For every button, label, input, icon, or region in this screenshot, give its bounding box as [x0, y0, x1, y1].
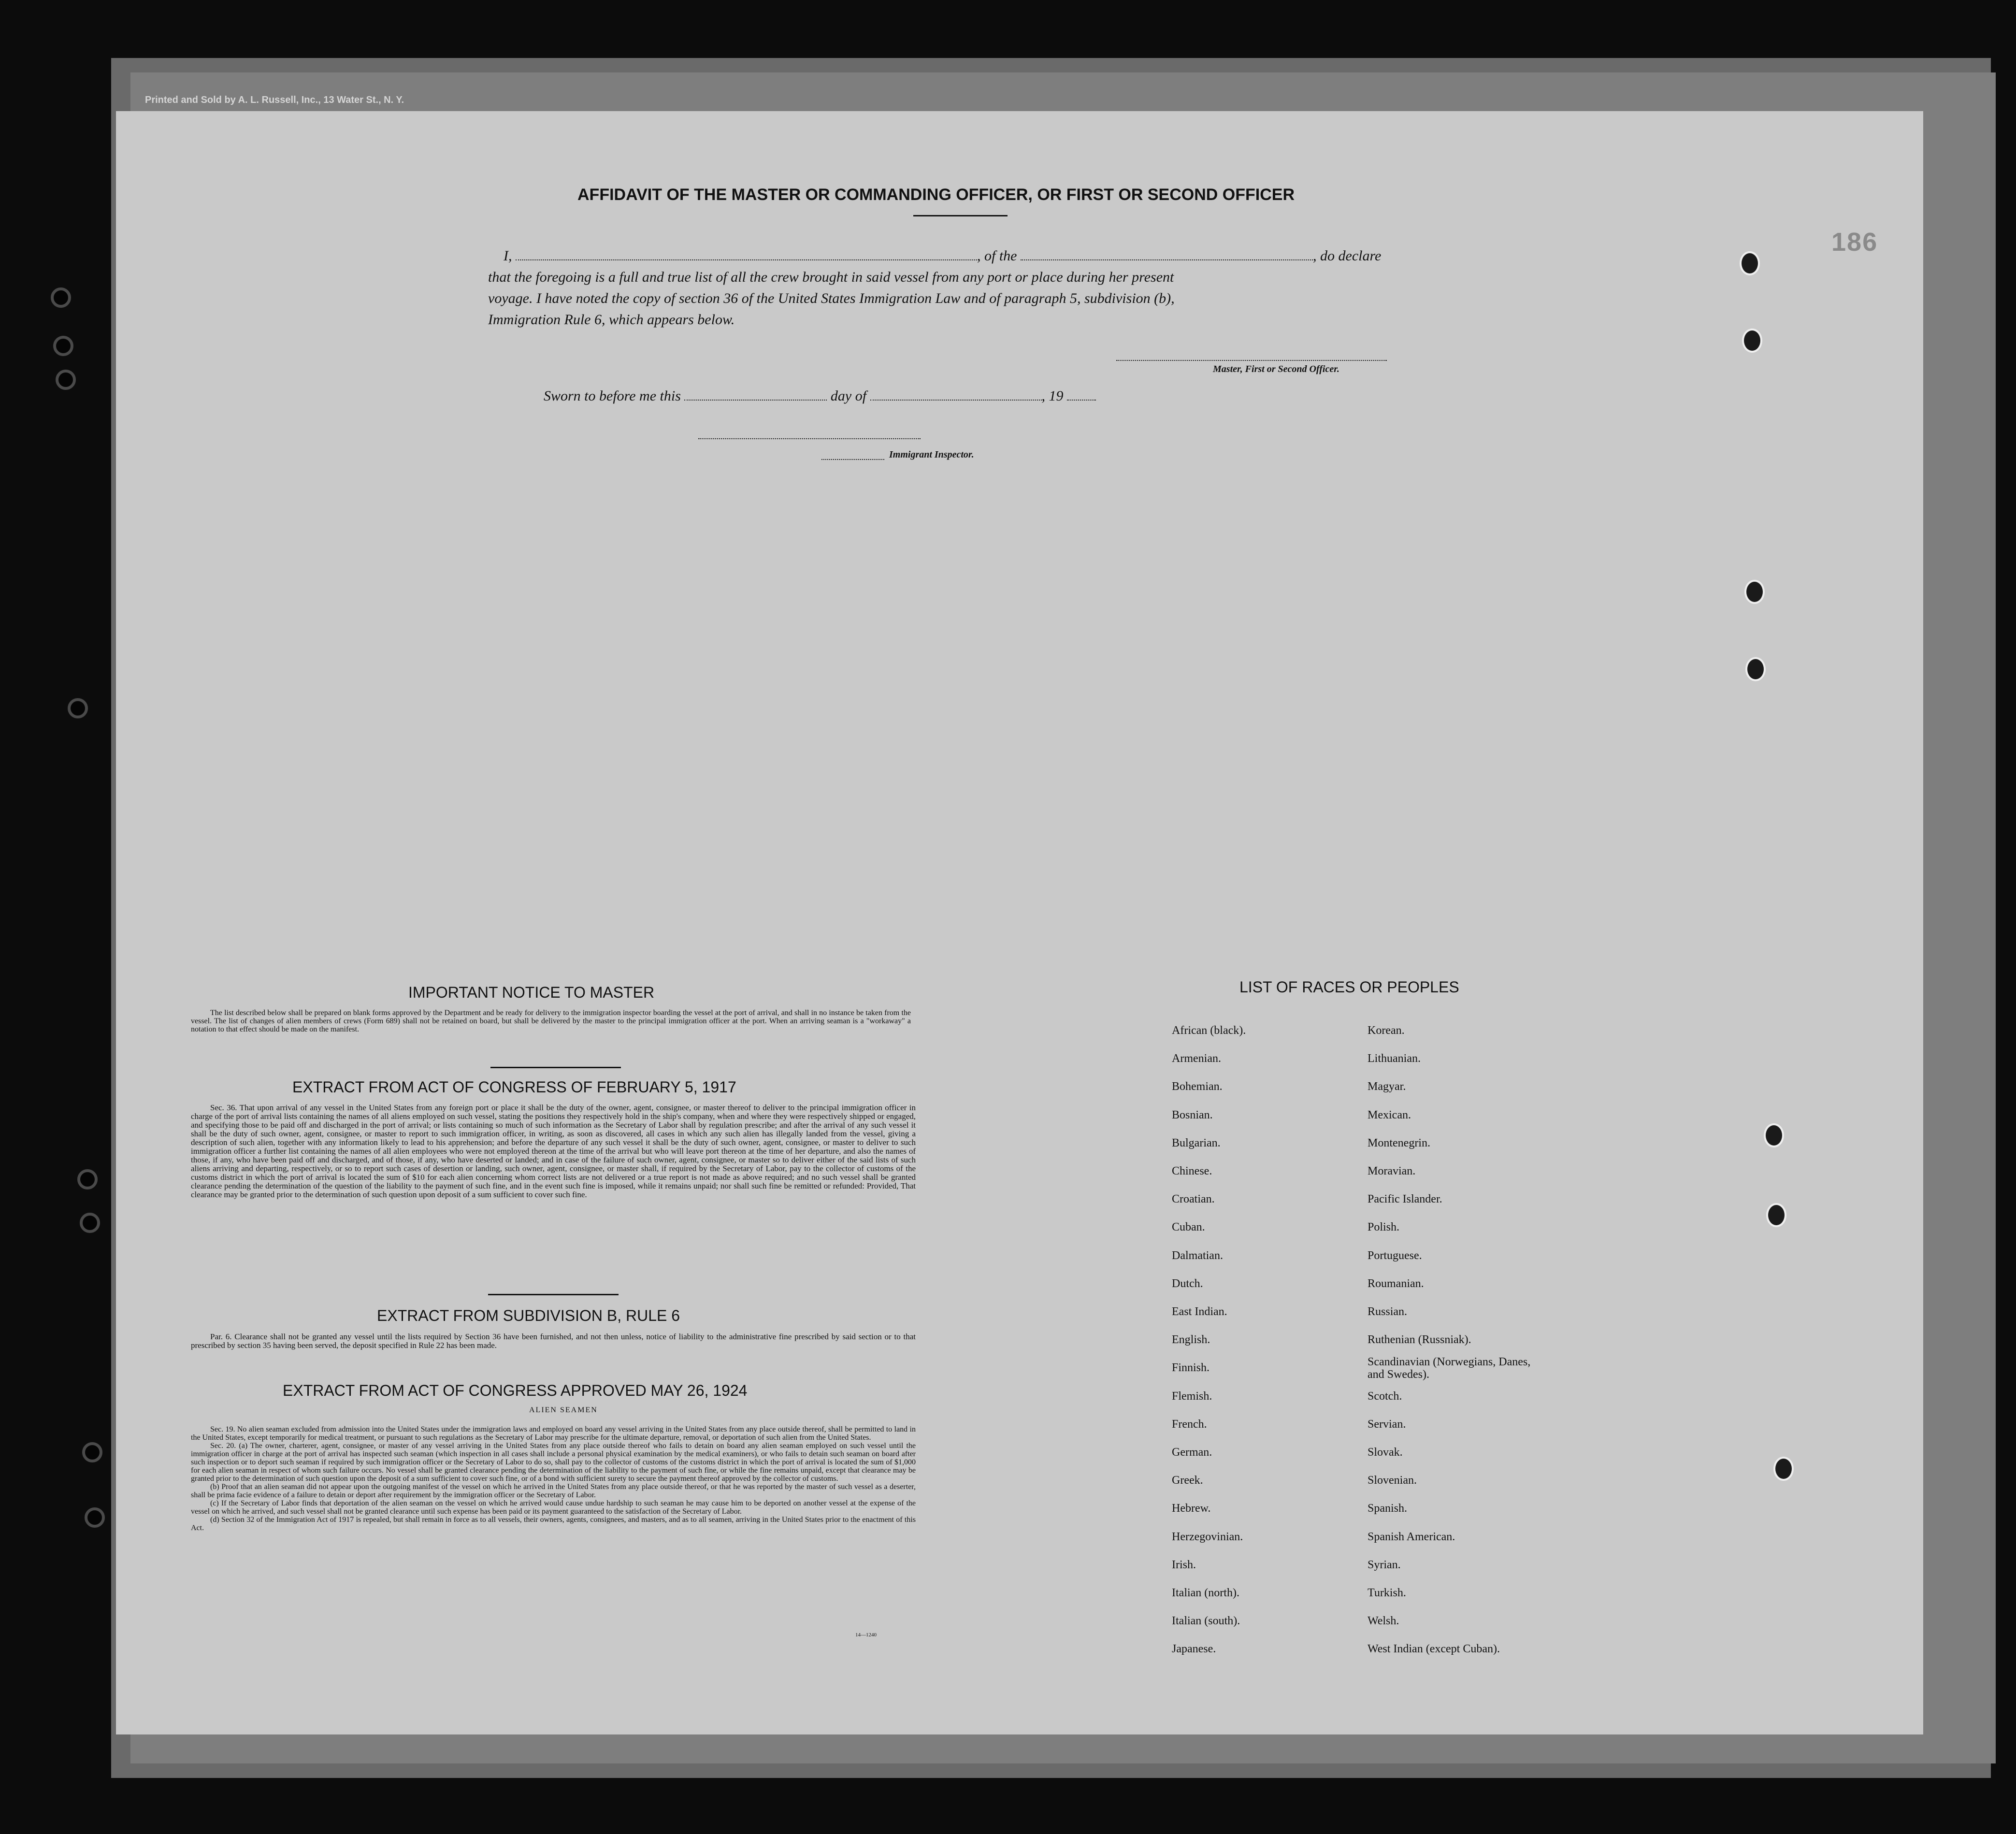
title-divider	[913, 215, 1008, 216]
notice-text	[191, 1009, 911, 1033]
section-20c-paragraph: (c) If the Secretary of Labor finds that deportation of the alien seaman on the vessel on which he arrived would cause undue hardship to such seaman he may cause him to be deported on another vessel at the expense of the vessel on which he arrived, and such vessel shall not be granted clearance until such expense has been paid or its payment guaranteed to the satisfaction of the Secretary of Labor.	[191, 1499, 916, 1516]
extract-1924-subtitle: ALIEN SEAMEN	[529, 1406, 598, 1414]
section-19-paragraph: Sec. 19. No alien seaman excluded from admission into the United States under the immigration laws and employed on board any vessel arriving in the United States from any place outside thereof, shall be permitted to land in the United States, except temporarily for medical treatment, or pursuant to such regulations as the Secretary of Labor may prescribe for the ultimate departure, removal, or deportation of such alien from the United States.	[191, 1425, 916, 1442]
race-item: Dutch.	[1172, 1277, 1203, 1290]
race-item: Flemish.	[1172, 1390, 1212, 1403]
sworn-day-of: day of	[830, 388, 867, 404]
inspector-signature-line[interactable]	[698, 438, 921, 439]
race-item: Slovenian.	[1368, 1474, 1417, 1487]
race-item: Chinese.	[1172, 1165, 1212, 1177]
sworn-month-field[interactable]	[870, 399, 1042, 401]
race-item: Scotch.	[1368, 1390, 1402, 1403]
form-number: 14—1240	[855, 1632, 877, 1638]
declaration-do-declare: , do declare	[1313, 248, 1382, 264]
race-item: French.	[1172, 1418, 1207, 1431]
punch-hole	[1740, 251, 1760, 275]
race-item: German.	[1172, 1446, 1212, 1459]
race-item: Korean.	[1368, 1024, 1405, 1037]
divider	[490, 1067, 621, 1068]
race-item: Finnish.	[1172, 1361, 1210, 1375]
declaration-line-3: voyage. I have noted the copy of section 36 of the United States Immigration Law and of paragraph 5, subdivision (b),	[488, 290, 1175, 306]
race-item: Italian (south).	[1172, 1615, 1240, 1628]
race-item: East Indian.	[1172, 1305, 1227, 1318]
extract-1917-text	[191, 1103, 916, 1199]
race-item: Croatian.	[1172, 1193, 1215, 1206]
race-item: Armenian.	[1172, 1052, 1221, 1065]
races-title: LIST OF RACES OR PEOPLES	[1239, 978, 1459, 996]
race-item: Irish.	[1172, 1558, 1196, 1571]
race-item: Greek.	[1172, 1474, 1203, 1487]
race-item: Russian.	[1368, 1305, 1408, 1318]
sworn-line	[544, 388, 1096, 404]
extract-rule6-title: EXTRACT FROM SUBDIVISION B, RULE 6	[377, 1307, 680, 1324]
section-20b-paragraph: (b) Proof that an alien seaman did not appear upon the outgoing manifest of the vessel on which he arrived in the United States from any place outside thereof, or that he was reported by the master of such vessel as a deserter, shall be prima facie evidence of a failure to detain or deport after requirement by the immigration officer or the Secretary of Labor.	[191, 1483, 916, 1499]
punch-hole	[1742, 329, 1762, 353]
punch-hole	[1766, 1203, 1786, 1227]
divider	[488, 1294, 619, 1295]
race-item: Montenegrin.	[1368, 1136, 1430, 1149]
extract-1924-title: EXTRACT FROM ACT OF CONGRESS APPROVED MAY 26, 1924	[283, 1382, 748, 1399]
master-name-field[interactable]	[516, 259, 977, 260]
sworn-year-field[interactable]	[1067, 399, 1096, 401]
race-item: Cuban.	[1172, 1221, 1205, 1234]
binder-hole	[82, 1442, 102, 1462]
printer-imprint: Printed and Sold by A. L. Russell, Inc., 13 Water St., N. Y.	[145, 95, 404, 105]
section-20a-paragraph: Sec. 20. (a) The owner, charterer, agent, consignee, or master of any vessel arriving in the United States from any place outside thereof who fails to detain on board any alien seaman employed on such vessel until the immigration officer in charge at the port of arrival has inspected such seaman (which inspection in all cases shall include a personal physical examination by the medical examiners), or who fails to detain such seaman on board after such inspection or to deport such seaman if required by such immigration officer or the Secretary of Labor to do so, shall pay to the collector of customs of the customs district in which the port of arrival is located the sum of $1,000 for each alien seaman in respect of whom such failure occurs. No vessel shall be granted clearance pending the determination of the liability to the payment of such fine, or while the fine remains unpaid, except that clearance may be granted prior to the determination of such question upon the deposit of a sum sufficient to cover such fine, or of a bond with sufficient surety to secure the payment thereof approved by the collector of customs.	[191, 1442, 916, 1483]
inspector-signature-label: Immigrant Inspector.	[889, 449, 974, 460]
race-item: Bosnian.	[1172, 1108, 1213, 1121]
sworn-day-field[interactable]	[684, 399, 827, 401]
binder-hole	[77, 1169, 98, 1189]
sworn-prefix: Sworn to before me this	[544, 388, 681, 404]
declaration-of-the: , of the	[977, 248, 1017, 264]
race-item: Spanish American.	[1368, 1530, 1455, 1543]
race-item: Mexican.	[1368, 1108, 1411, 1121]
race-item: Hebrew.	[1172, 1502, 1211, 1515]
affidavit-title: AFFIDAVIT OF THE MASTER OR COMMANDING OFFICER, OR FIRST OR SECOND OFFICER	[577, 186, 1295, 204]
race-item: Bulgarian.	[1172, 1136, 1221, 1149]
extract-rule6-text	[191, 1333, 916, 1350]
race-item: West Indian (except Cuban).	[1368, 1643, 1500, 1656]
binder-hole	[53, 336, 73, 356]
race-item: Dalmatian.	[1172, 1249, 1223, 1262]
race-item: African (black).	[1172, 1024, 1246, 1037]
binder-hole	[51, 287, 71, 308]
declaration-line-4: Immigration Rule 6, which appears below.	[488, 312, 735, 328]
race-item: Slovak.	[1368, 1446, 1403, 1459]
declaration-i: I,	[504, 248, 512, 264]
extract-1917-title: EXTRACT FROM ACT OF CONGRESS OF FEBRUARY 5, 1917	[292, 1078, 736, 1096]
sworn-year-prefix: , 19	[1041, 388, 1064, 404]
master-signature-line[interactable]	[1116, 360, 1387, 361]
race-item: Polish.	[1368, 1221, 1400, 1234]
race-item: Lithuanian.	[1368, 1052, 1421, 1065]
punch-hole	[1745, 657, 1766, 681]
race-item: Syrian.	[1368, 1558, 1401, 1571]
punch-hole	[1773, 1457, 1794, 1481]
race-item: Pacific Islander.	[1368, 1193, 1442, 1206]
declaration-line-1	[504, 248, 1381, 264]
binder-hole	[85, 1507, 105, 1528]
vessel-name-field[interactable]	[1021, 259, 1313, 260]
notice-paragraph: The list described below shall be prepared on blank forms approved by the Department and be ready for delivery to the immigration inspector boarding the vessel at the port of arrival, and shall in no instance be taken from the vessel. The list of changes of alien members of crews (Form 689) shall not be retained on board, but shall be delivered by the master to the principal immigration officer at the port. When an arriving seaman is a "workaway" a notation to that effect should be made on the manifest.	[191, 1009, 911, 1033]
race-item: Moravian.	[1368, 1165, 1416, 1177]
binder-hole	[68, 698, 88, 718]
punch-hole	[1744, 580, 1765, 604]
extract-rule6-paragraph: Par. 6. Clearance shall not be granted any vessel until the lists required by Section 36 have been furnished, and not then unless, notice of liability to the administrative fine prescribed by said section or to that prescribed by section 35 having been served, the deposit specified in Rule 22 has been made.	[191, 1332, 916, 1350]
race-item: Herzegovinian.	[1172, 1530, 1243, 1543]
race-item: English.	[1172, 1333, 1210, 1347]
race-item: Servian.	[1368, 1418, 1406, 1431]
punch-hole	[1764, 1123, 1784, 1147]
race-item: Portuguese.	[1368, 1249, 1422, 1262]
binder-hole	[56, 370, 76, 390]
page-number: 186	[1831, 228, 1878, 257]
master-signature-label: Master, First or Second Officer.	[1213, 364, 1339, 374]
race-item: Roumanian.	[1368, 1277, 1424, 1290]
extract-1924-text	[191, 1425, 916, 1532]
extract-1917-paragraph: Sec. 36. That upon arrival of any vessel in the United States from any foreign port or place it shall be the duty of the owner, agent, consignee, or master thereof to deliver to the principal immigration officer in charge of the port of arrival lists containing the names of all aliens employed on such vessel, stating the positions they respectively hold in the ship's company, when and where they were respectively shipped or engaged, and specifying those to be paid off and discharged in the port of arrival; or lists containing so much of such information as the Secretary of Labor shall by regulation prescribe; and after the arrival of any such vessel it shall be the duty of such owner, agent, consignee, or master to report to such immigration officer, in writing, as soon as discovered, all cases in which any such alien has illegally landed from the vessel, giving a description of such alien, together with any information likely to lead to his apprehension; and before the departure of any such vessel it shall be the duty of such owner, agent, consignee, or master to deliver to such immigration officer a further list containing the names of all alien employees who were not employed thereon at the time of the arrival but who will leave port thereon at the time of her departure, and also the names of those, if any, who have been paid off and discharged, and of those, if any, who have deserted or landed; and in case of the failure of such owner, agent, consignee, or master so to deliver either of the said lists of such aliens arriving and departing, respectively, or so to report such cases of desertion or landing, such owner, agent, consignee, or master shall, if required by the Secretary of Labor, pay to the collector of customs of the customs district in which the port of arrival is located the sum of $10 for each alien concerning whom correct lists are not delivered or a true report is not made as above required; and no such vessel shall be granted clearance pending the determination of the question of the liability to the payment of such fine, and in the event such fine is imposed, while it remains unpaid; nor shall such fine be remitted or refunded: Provided, That clearance may be granted prior to the determination of such question upon deposit of a sum sufficient to cover such fine.	[191, 1103, 916, 1199]
race-item: Scandinavian (Norwegians, Danes, and Swedes).	[1368, 1356, 1531, 1381]
notice-title: IMPORTANT NOTICE TO MASTER	[408, 984, 655, 1001]
inspector-short-line	[821, 459, 884, 460]
section-20d-paragraph: (d) Section 32 of the Immigration Act of 1917 is repealed, but shall remain in force as to all vessels, their owners, agents, consignees, and masters, and as to all seamen, arriving in the United States prior to the enactment of this Act.	[191, 1516, 916, 1532]
race-item: Ruthenian (Russniak).	[1368, 1333, 1471, 1347]
race-item: Magyar.	[1368, 1080, 1406, 1093]
race-item: Welsh.	[1368, 1615, 1399, 1628]
race-item: Italian (north).	[1172, 1587, 1239, 1599]
race-item: Bohemian.	[1172, 1080, 1223, 1093]
race-item: Turkish.	[1368, 1587, 1406, 1599]
declaration-line-2: that the foregoing is a full and true list of all the crew brought in said vessel from any port or place during her present	[488, 269, 1174, 285]
race-item: Spanish.	[1368, 1502, 1408, 1515]
race-item: Japanese.	[1172, 1643, 1216, 1656]
binder-hole	[80, 1213, 100, 1233]
